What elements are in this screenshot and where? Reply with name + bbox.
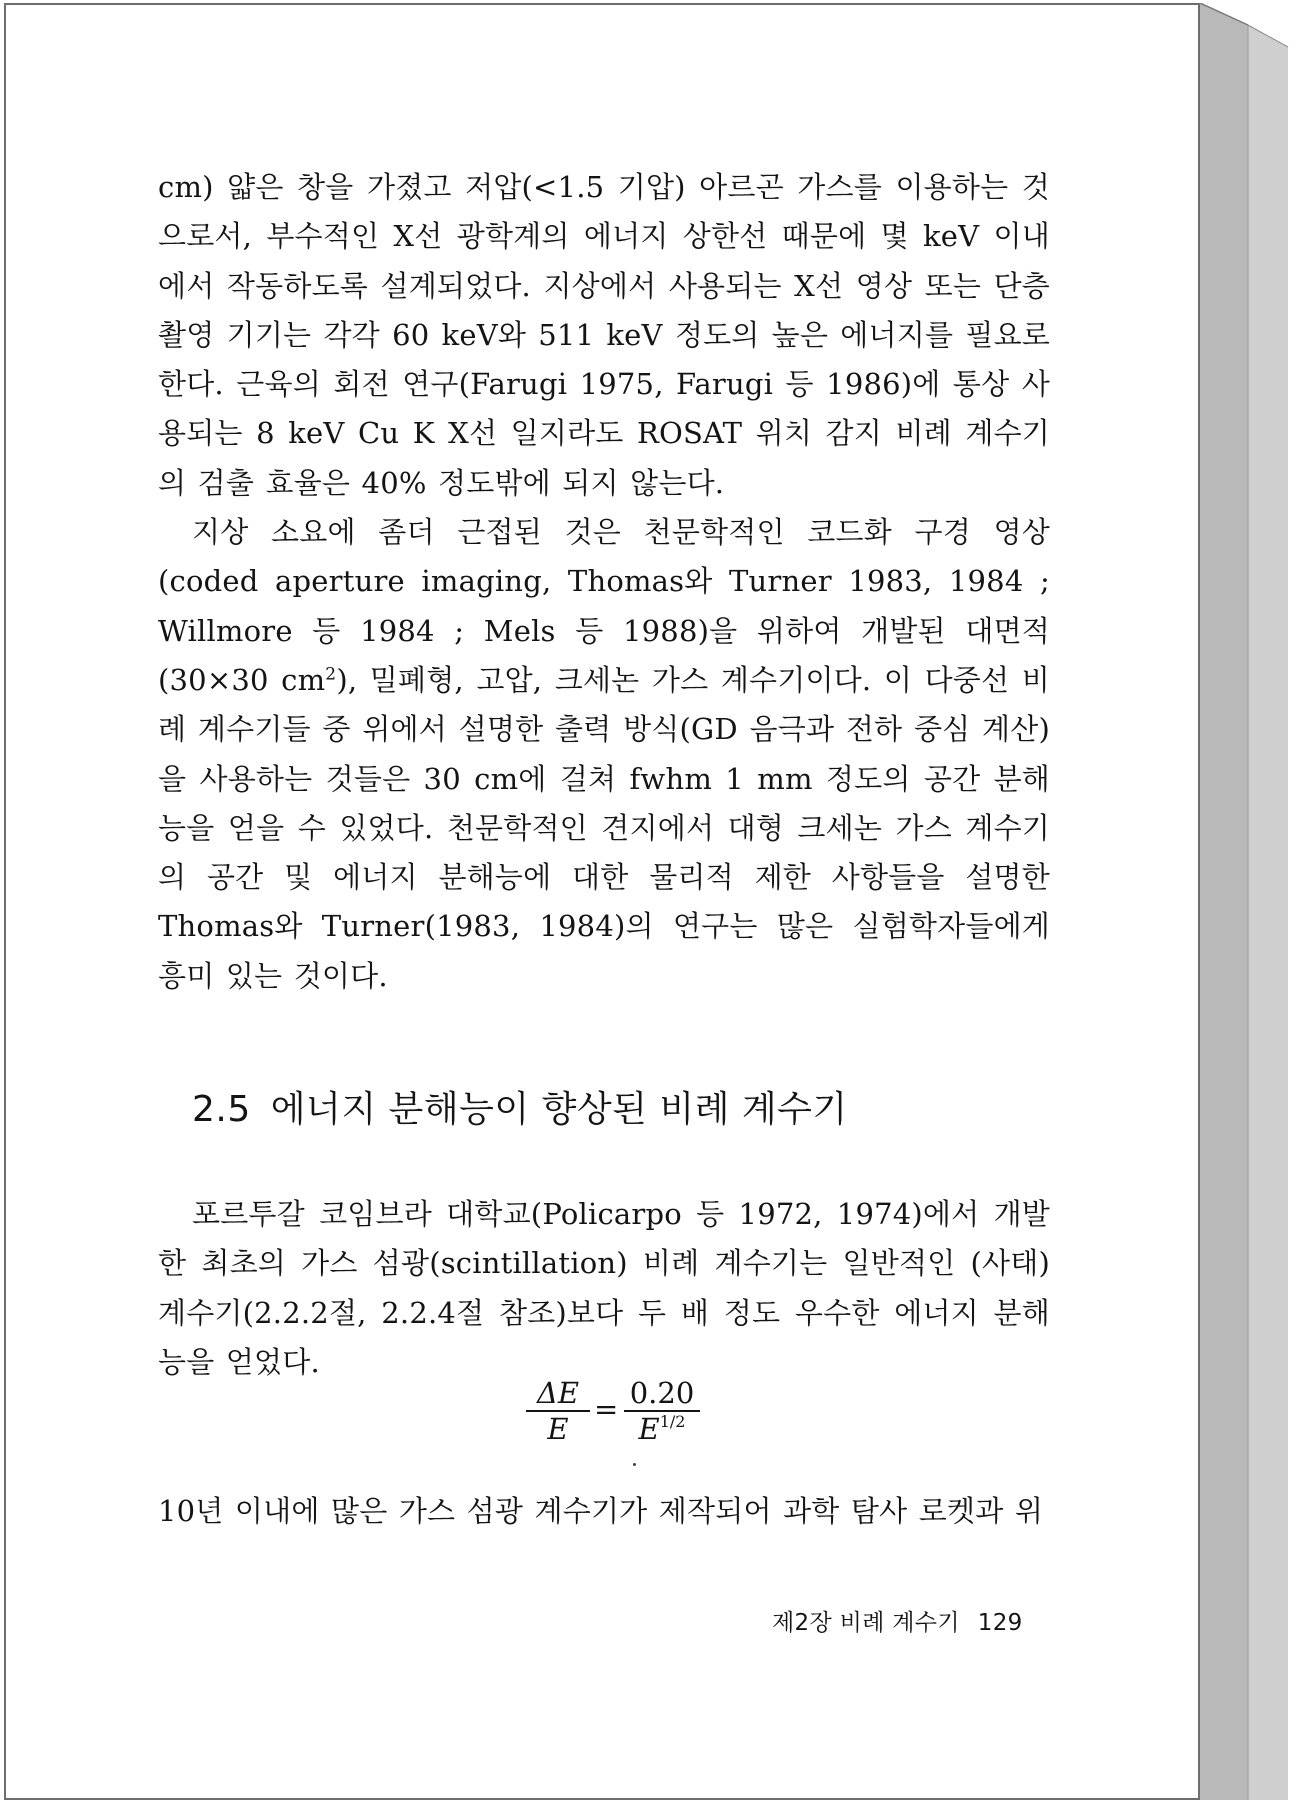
paragraph-3: 포르투갈 코임브라 대학교(Policarpo 등 1972, 1974)에서 개발한 최초의 가스 섬광(scintillation) 비례 계수기는 일반적인 (사태) 계수기(2.2.2절, 2.2.4절 참조)보다 두 배 정도 우수한 에너지 분해능을 얻었다. [158, 1197, 1050, 1379]
section-heading [192, 1081, 848, 1132]
superscript-2: 2 [325, 664, 337, 685]
paragraph-2-part-b: ), 밀폐형, 고압, 크세논 가스 계수기이다. 이 다중선 비례 계수기들 중 위에서 설명한 출력 방식(GD 음극과 전하 중심 계산)을 사용하는 것들은 30 cm에 걸쳐 fwhm 1 mm 정도의 공간 분해능을 얻을 수 있었다. 천문학적인 견지에서 대형 크세논 가스 계수기의 공간 및 에너지 분해능에 대한 물리적 제한 사항들을 설명한 Thomas와 Turner(1983, 1984)의 연구는 많은 실험학자들에게 흥미 있는 것이다. [158, 662, 1050, 993]
rhs-fraction [624, 1376, 700, 1446]
stray-dot [633, 1463, 636, 1466]
lhs-numerator: ΔE [536, 1376, 580, 1410]
section-title: 에너지 분해능이 향상된 비례 계수기 [270, 1089, 848, 1130]
paragraph-1: cm) 얇은 창을 가졌고 저압(<1.5 기압) 아르곤 가스를 이용하는 것으로서, 부수적인 X선 광학계의 에너지 상한선 때문에 몇 keV 이내에서 작동하도록 설계되었다. 지상에서 사용되는 X선 영상 또는 단층촬영 기기는 각각 60 keV와 511 keV 정도의 높은 에너지를 필요로 한다. 근육의 회전 연구(Farugi 1975, Farugi 등 1986)에 통상 사용되는 8 keV Cu K X선 일지라도 ROSAT 위치 감지 비례 계수기의 검출 효율은 40% 정도밖에 되지 않는다. [158, 170, 1050, 500]
rhs-denominator: E [638, 1412, 660, 1446]
body-text-section [158, 1190, 1050, 1387]
paragraph-2 [158, 508, 1050, 1001]
page-number: 129 [977, 1610, 1023, 1636]
body-text-bottom [158, 1487, 1050, 1536]
paragraph-4: 10년 이내에 많은 가스 섬광 계수기가 제작되어 과학 탐사 로켓과 위 [158, 1494, 1044, 1528]
body-text-top [158, 163, 1050, 1001]
paragraph-2-part-a: 지상 소요에 좀더 근접된 것은 천문학적인 코드화 구경 영상(coded aperture imaging, Thomas와 Turner 1983, 1984 ; Willmore 등 1984 ; Mels 등 1988)을 위하여 개발된 대면적(30×30 cm [158, 515, 1050, 697]
book-page [4, 3, 1200, 1800]
footer-chapter: 제2장 비례 계수기 [772, 1610, 960, 1636]
section-number: 2.5 [192, 1089, 251, 1130]
page-footer [772, 1604, 1023, 1637]
rhs-numerator: 0.20 [629, 1376, 695, 1410]
rhs-exponent: 1/2 [659, 1412, 686, 1431]
rhs-denominator-group [639, 1412, 686, 1446]
lhs-fraction [526, 1376, 590, 1446]
equals-sign: = [594, 1392, 619, 1426]
energy-resolution-equation [526, 1376, 706, 1456]
lhs-denominator: E [547, 1412, 569, 1446]
page-edge-shadow [1200, 3, 1290, 1800]
